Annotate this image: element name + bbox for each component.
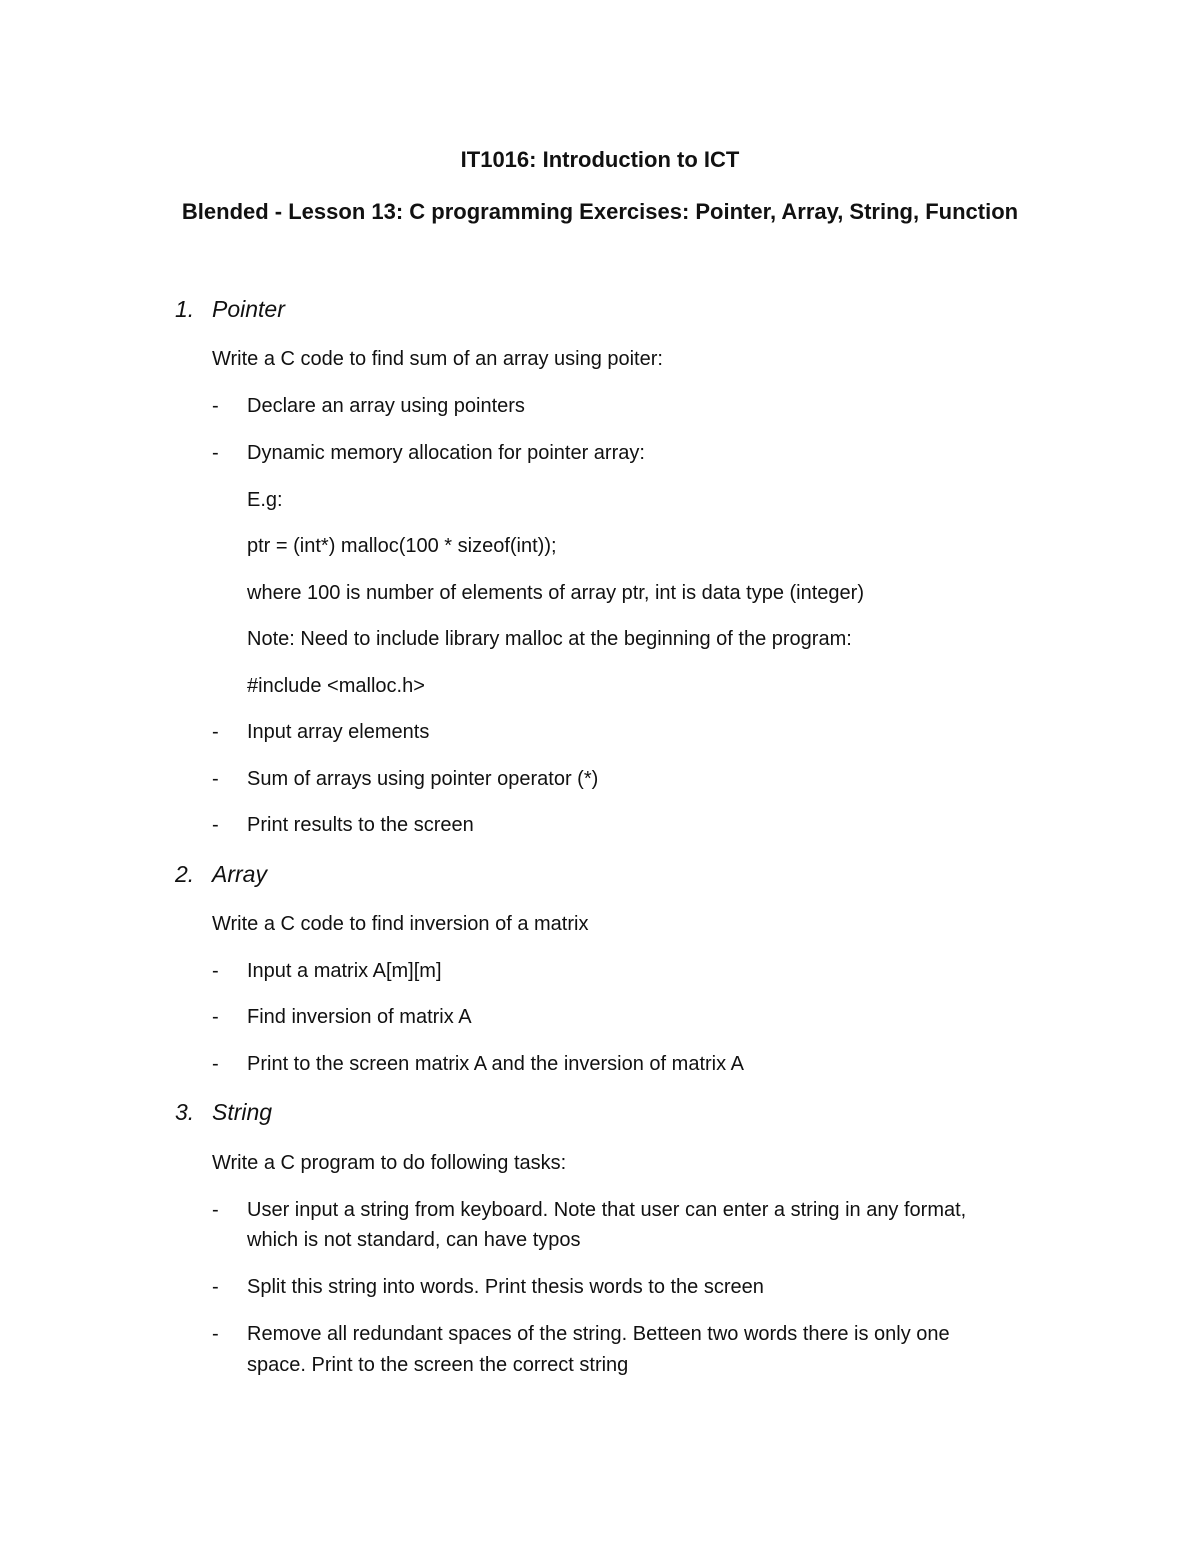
bullet-dash: -	[212, 960, 219, 982]
bullet-dash: -	[212, 768, 219, 790]
section-intro: Write a C code to find sum of an array using poiter:	[212, 348, 663, 370]
bullet-dash: -	[212, 395, 219, 417]
list-item-text: User input a string from keyboard. Note that user can enter a string in any format,	[247, 1199, 967, 1221]
list-item-text: Dynamic memory allocation for pointer array:	[247, 442, 645, 464]
bullet-dash: -	[212, 814, 219, 836]
list-item-text: Input array elements	[247, 721, 430, 743]
course-title: IT1016: Introduction to ICT	[460, 147, 740, 172]
section-intro: Write a C program to do following tasks:	[212, 1152, 567, 1174]
list-item-text: Sum of arrays using pointer operator (*)	[247, 768, 599, 790]
section-number: 2.	[175, 861, 195, 887]
list-item-text: Find inversion of matrix A	[247, 1006, 472, 1028]
bullet-dash: -	[212, 442, 219, 464]
section-intro: Write a C code to find inversion of a matrix	[212, 913, 589, 935]
section-number: 3.	[175, 1099, 195, 1125]
section-title: Pointer	[212, 296, 285, 322]
list-item-continuation: space. Print to the screen the correct string	[247, 1354, 629, 1376]
list-item-text: Declare an array using pointers	[247, 395, 525, 417]
example-note: Note: Need to include library malloc at the beginning of the program:	[247, 628, 852, 650]
example-code: ptr = (int*) malloc(100 * sizeof(int));	[247, 535, 557, 557]
bullet-dash: -	[212, 1323, 219, 1345]
list-item-text: Split this string into words. Print thesis words to the screen	[247, 1276, 764, 1298]
example-explanation: where 100 is number of elements of array ptr, int is data type (integer)	[247, 582, 864, 604]
section-number: 1.	[175, 296, 195, 322]
section-title: Array	[212, 861, 267, 887]
lesson-title: Blended - Lesson 13: C programming Exercises: Pointer, Array, String, Function	[181, 199, 1019, 224]
bullet-dash: -	[212, 1276, 219, 1298]
section-title: String	[212, 1099, 273, 1125]
bullet-dash: -	[212, 1199, 219, 1221]
list-item-text: Print results to the screen	[247, 814, 474, 836]
bullet-dash: -	[212, 1006, 219, 1028]
bullet-dash: -	[212, 1053, 219, 1075]
bullet-dash: -	[212, 721, 219, 743]
example-label: E.g:	[247, 489, 283, 511]
list-item-text: Input a matrix A[m][m]	[247, 960, 442, 982]
list-item-text: Print to the screen matrix A and the inversion of matrix A	[247, 1053, 744, 1075]
list-item-continuation: which is not standard, can have typos	[247, 1229, 581, 1251]
example-include: #include <malloc.h>	[247, 675, 425, 697]
list-item-text: Remove all redundant spaces of the string. Betteen two words there is only one	[247, 1323, 950, 1345]
